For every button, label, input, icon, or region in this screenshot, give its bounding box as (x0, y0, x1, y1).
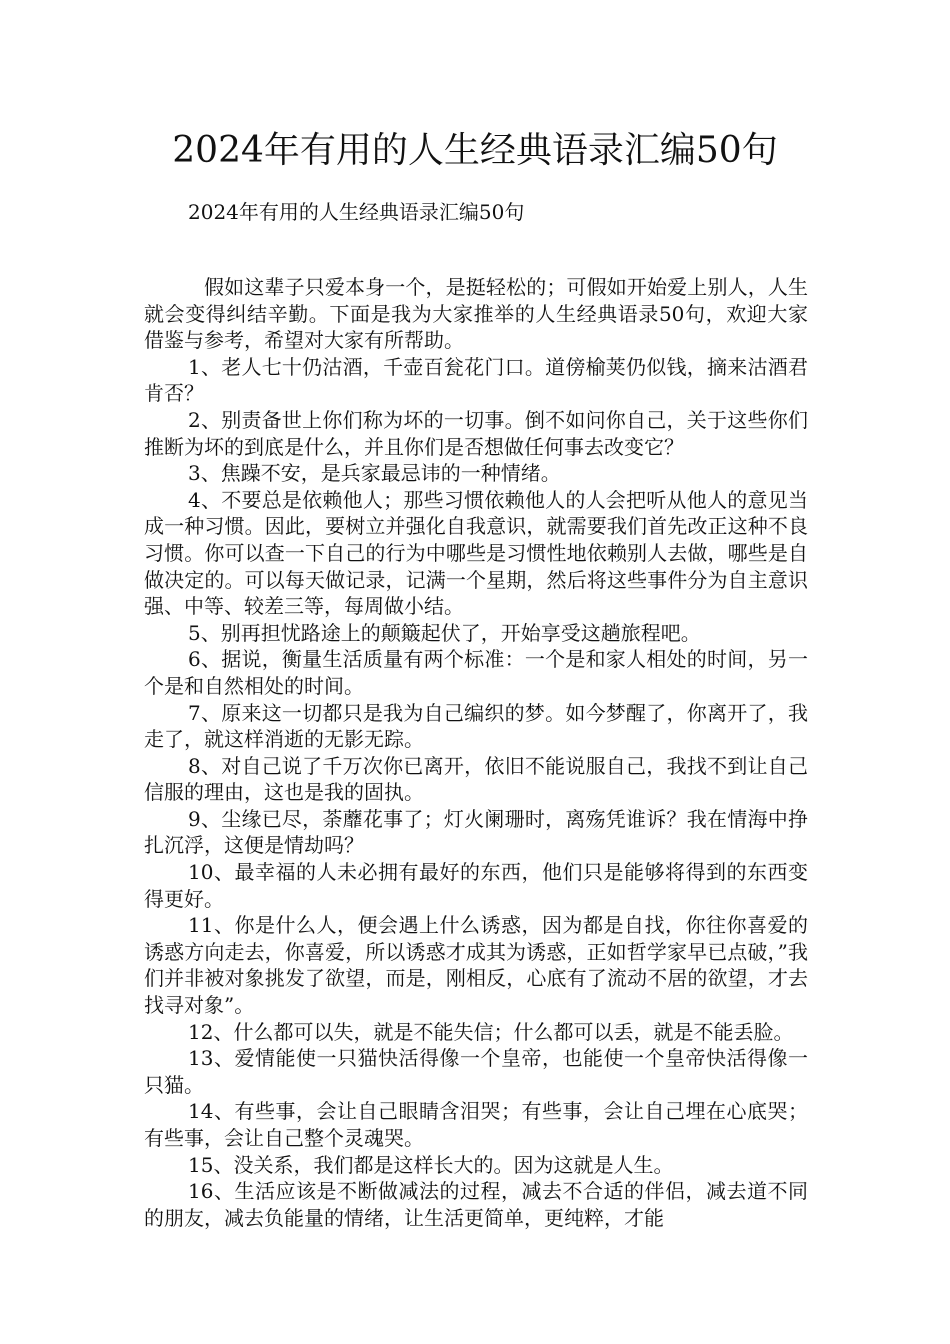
quote-paragraph-2: 2、别责备世上你们称为坏的一切事。倒不如问你自己，关于这些你们推断为坏的到底是什么，并且你们是否想做任何事去改变它？ (144, 407, 808, 459)
quote-paragraph-3: 3、焦躁不安，是兵家最忌讳的一种情绪。 (188, 461, 561, 486)
quote-paragraph-5: 5、别再担忧路途上的颠簸起伏了，开始享受这趟旅程吧。 (188, 620, 701, 645)
quote-paragraph-15: 15、没关系，我们都是这样长大的。因为这就是人生。 (188, 1152, 674, 1177)
quote-paragraph-4: 4、不要总是依赖他人；那些习惯依赖他人的人会把听从他人的意见当成一种习惯。因此，要树立并强化自我意识，就需要我们首先改正这种不良习惯。你可以查一下自己的行为中哪些是习惯性地依赖别人去做，哪些是自做决定的。可以每天做记录，记满一个星期，然后将这些事件分为自主意识强、中等、较差三等，每周做小结。 (144, 487, 808, 619)
intro-paragraph: 假如这辈子只爱本身一个，是挺轻松的；可假如开始爱上别人，人生就会变得纠结辛勤。下面是我为大家推举的人生经典语录50句，欢迎大家借鉴与参考，希望对大家有所帮助。 (144, 275, 808, 353)
quote-paragraph-13: 13、爱情能使一只猫快活得像一个皇帝，也能使一个皇帝快活得像一只猫。 (144, 1046, 808, 1097)
quote-paragraph-9: 9、尘缘已尽，荼蘼花事了；灯火阑珊时，离殇凭谁诉？我在情海中挣扎沉浮，这便是情劫吗？ (144, 806, 808, 858)
quote-paragraph-14: 14、有些事，会让自己眼睛含泪哭；有些事，会让自己埋在心底哭；有些事，会让自己整个灵魂哭。 (144, 1099, 808, 1150)
quote-paragraph-11: 11、你是什么人，便会遇上什么诱惑，因为都是自找，你往你喜爱的诱惑方向走去，你喜爱，所以诱惑才成其为诱惑，正如哲学家早已点破，”我们并非被对象挑发了欲望，而是，刚相反，心底有了流动不居的欲望，才去找寻对象”。 (144, 913, 808, 1018)
quote-paragraph-16: 16、生活应该是不断做减法的过程，减去不合适的伴侣，减去道不同的朋友，减去负能量的情绪，让生活更简单，更纯粹，才能 (144, 1179, 808, 1230)
quote-paragraph-7: 7、原来这一切都只是我为自己编织的梦。如今梦醒了，你离开了，我走了，就这样消逝的无影无踪。 (144, 700, 808, 752)
quote-paragraph-1: 1、老人七十仍沽酒，千壶百瓮花门口。道傍榆荚仍似钱，摘来沽酒君肯否？ (144, 354, 808, 406)
quote-paragraph-8: 8、对自己说了千万次你已离开，依旧不能说服自己，我找不到让自己信服的理由，这也是我的固执。 (144, 753, 808, 805)
quote-paragraph-10: 10、最幸福的人未必拥有最好的东西，他们只是能够将得到的东西变得更好。 (144, 860, 808, 911)
document-subtitle: 2024年有用的人生经典语录汇编50句 (188, 200, 525, 224)
quote-paragraph-12: 12、什么都可以失，就是不能失信；什么都可以丢，就是不能丢脸。 (188, 1019, 794, 1044)
document-title: 2024年有用的人生经典语录汇编50句 (172, 130, 778, 171)
document-body (144, 274, 808, 1231)
quote-paragraph-6: 6、据说，衡量生活质量有两个标准：一个是和家人相处的时间，另一个是和自然相处的时间。 (144, 647, 808, 698)
